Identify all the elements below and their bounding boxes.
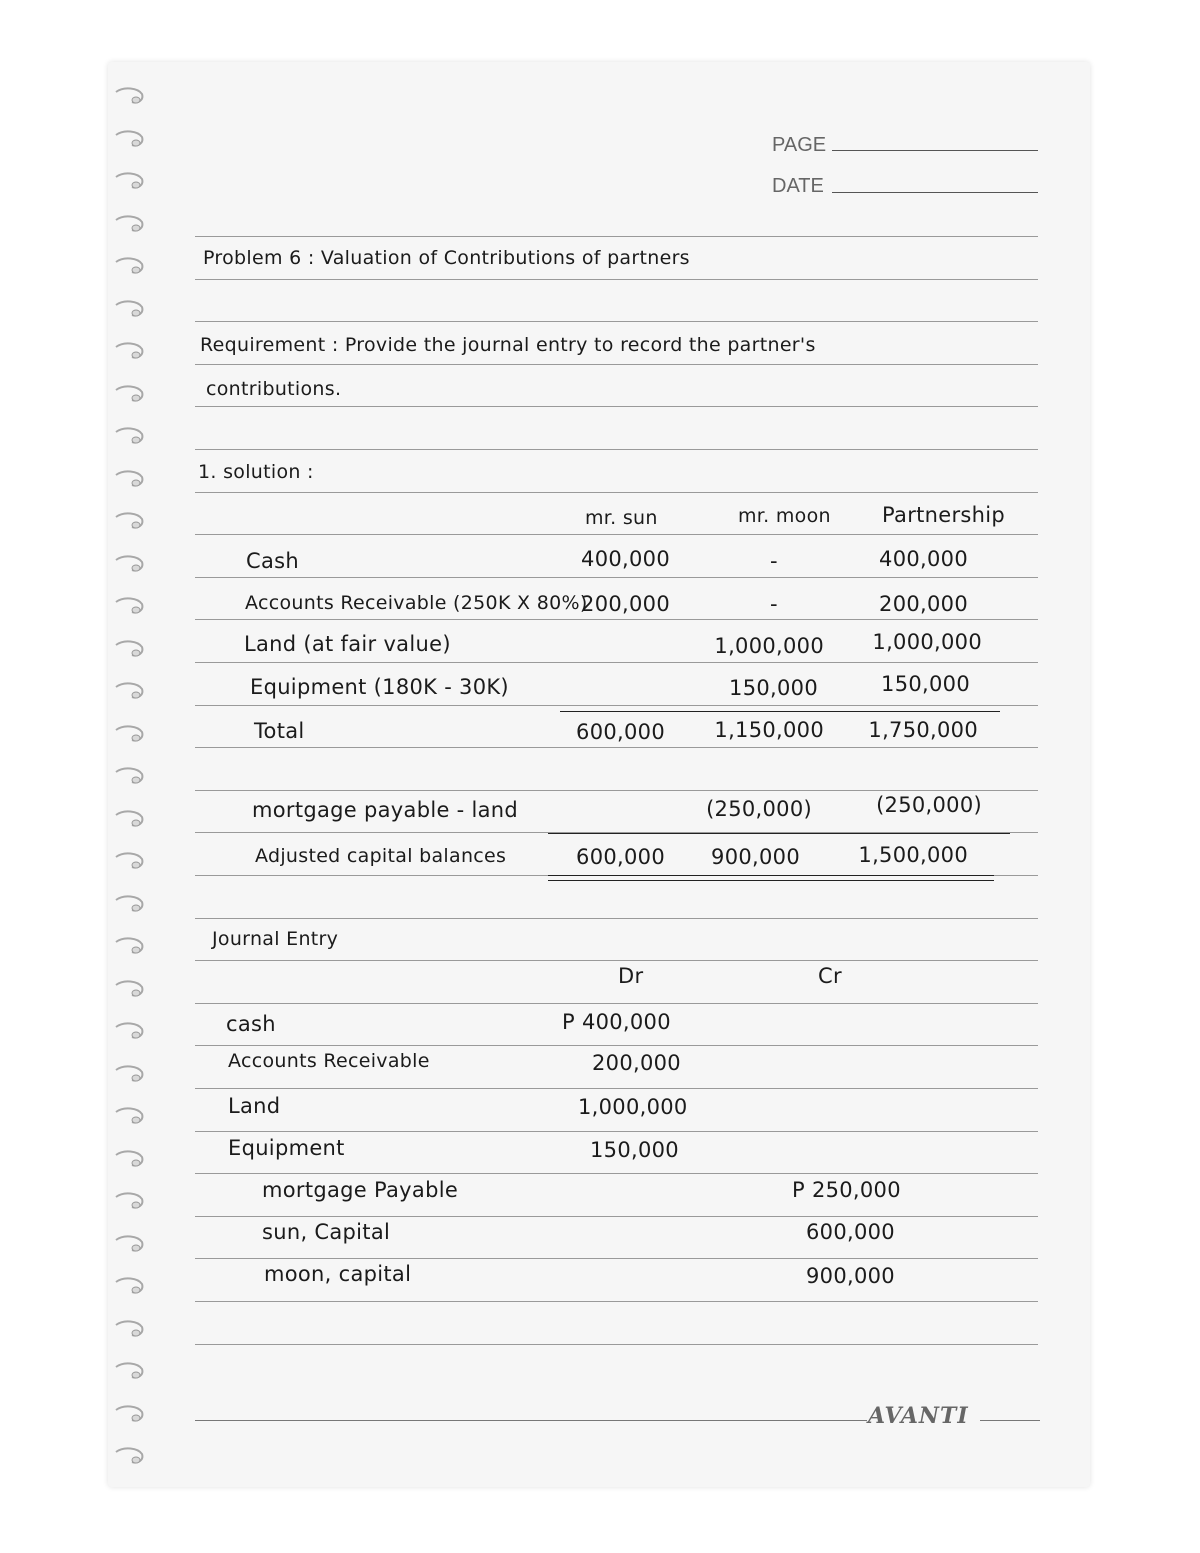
sun-value: 400,000 [581,547,670,571]
subtotal-underline [548,833,1010,834]
spiral-ring [114,297,146,321]
ruled-line [195,1301,1038,1302]
spiral-ring [114,212,146,236]
partnership-value: 1,750,000 [868,718,978,742]
problem-title: Problem 6 : Valuation of Contributions of partners [203,247,690,269]
row-label: Adjusted capital balances [255,845,507,867]
ruled-line [195,1045,1038,1046]
spiral-ring [114,934,146,958]
spiral-ring [114,594,146,618]
spiral-ring [114,1062,146,1086]
ruled-line [195,705,1038,706]
moon-value: 900,000 [711,845,800,869]
ruled-line [195,449,1038,450]
spiral-ring [114,84,146,108]
spiral-ring [114,1104,146,1128]
ruled-line [195,236,1038,237]
partnership-value: (250,000) [876,793,982,817]
requirement-line-2: contributions. [206,378,342,400]
ruled-line [195,1216,1038,1217]
spiral-ring [114,1147,146,1171]
ruled-line [195,918,1038,919]
row-label: Accounts Receivable (250K X 80%) [245,592,588,614]
spiral-ring [114,382,146,406]
account-name: Equipment [228,1136,345,1160]
requirement-line-1: Requirement : Provide the journal entry to record the partner's [200,334,816,356]
ruled-line [195,577,1038,578]
spiral-ring [114,254,146,278]
spiral-ring [114,892,146,916]
sun-value: 600,000 [576,720,665,744]
page-field-line [832,150,1038,151]
partnership-value: 200,000 [879,592,968,616]
spiral-ring [114,637,146,661]
credit-amount: 900,000 [806,1264,895,1288]
ruled-line [195,747,1038,748]
double-underline-top [548,875,994,876]
col-header-partnership: Partnership [882,503,1006,527]
moon-value: (250,000) [706,797,812,821]
ruled-line [195,321,1038,322]
partnership-value: 150,000 [881,672,970,696]
moon-value: 1,150,000 [714,718,824,742]
spiral-ring [114,1232,146,1256]
ruled-line [195,662,1038,663]
spiral-ring [114,169,146,193]
journal-title: Journal Entry [212,928,339,950]
ruled-line [195,492,1038,493]
spiral-ring [114,1317,146,1341]
ruled-line [195,534,1038,535]
sun-value: 200,000 [581,592,670,616]
ruled-line [195,279,1038,280]
ruled-line [195,364,1038,365]
spiral-ring [114,1019,146,1043]
debit-amount: 1,000,000 [578,1095,688,1119]
date-label: DATE [772,175,824,197]
moon-value: - [770,592,778,616]
spiral-ring [114,127,146,151]
brand-rule-right [980,1420,1040,1421]
spiral-binding [108,62,154,1487]
ruled-line [195,1003,1038,1004]
spiral-ring [114,722,146,746]
ruled-line [195,1131,1038,1132]
moon-value: 150,000 [729,676,818,700]
spiral-ring [114,339,146,363]
account-name: Accounts Receivable [228,1050,430,1072]
spiral-ring [114,849,146,873]
ruled-line [195,1088,1038,1089]
spiral-ring [114,1402,146,1426]
total-underline [560,711,1000,712]
brand-logo: AVANTI [868,1403,969,1429]
partnership-value: 400,000 [879,547,968,571]
col-header-moon: mr. moon [738,505,831,527]
row-label: Land (at fair value) [244,632,451,656]
spiral-ring [114,807,146,831]
spiral-ring [114,1274,146,1298]
credit-header: Cr [818,964,842,988]
col-header-sun: mr. sun [585,507,658,529]
spiral-ring [114,1444,146,1468]
account-name: sun, Capital [262,1220,391,1244]
debit-header: Dr [618,964,644,988]
partnership-value: 1,500,000 [858,843,968,867]
debit-amount: 200,000 [592,1051,681,1075]
moon-value: 1,000,000 [714,634,824,658]
credit-amount: P 250,000 [792,1178,901,1202]
sun-value: 600,000 [576,845,665,869]
ruled-line [195,960,1038,961]
ruled-line [195,406,1038,407]
account-name: cash [226,1012,276,1036]
ruled-line [195,1173,1038,1174]
spiral-ring [114,467,146,491]
spiral-ring [114,977,146,1001]
date-field-line [832,192,1038,193]
page-label: PAGE [772,134,827,156]
spiral-ring [114,764,146,788]
spiral-ring [114,1359,146,1383]
row-label: Equipment (180K - 30K) [250,675,509,699]
brand-rule-left [195,1420,867,1421]
ruled-line [195,790,1038,791]
notebook-page [108,62,1090,1487]
row-label: Total [254,719,305,743]
spiral-ring [114,552,146,576]
row-label: mortgage payable - land [252,798,519,822]
account-name: mortgage Payable [262,1178,459,1202]
spiral-ring [114,679,146,703]
account-name: Land [228,1094,281,1118]
debit-amount: P 400,000 [562,1010,671,1034]
spiral-ring [114,1189,146,1213]
solution-label: 1. solution : [198,461,314,483]
moon-value: - [770,549,778,573]
account-name: moon, capital [264,1262,412,1286]
debit-amount: 150,000 [590,1138,679,1162]
ruled-line [195,1258,1038,1259]
double-underline-bottom [548,880,994,881]
partnership-value: 1,000,000 [872,630,982,654]
row-label: Cash [246,549,299,573]
ruled-line [195,619,1038,620]
spiral-ring [114,509,146,533]
credit-amount: 600,000 [806,1220,895,1244]
ruled-line [195,1344,1038,1345]
spiral-ring [114,424,146,448]
